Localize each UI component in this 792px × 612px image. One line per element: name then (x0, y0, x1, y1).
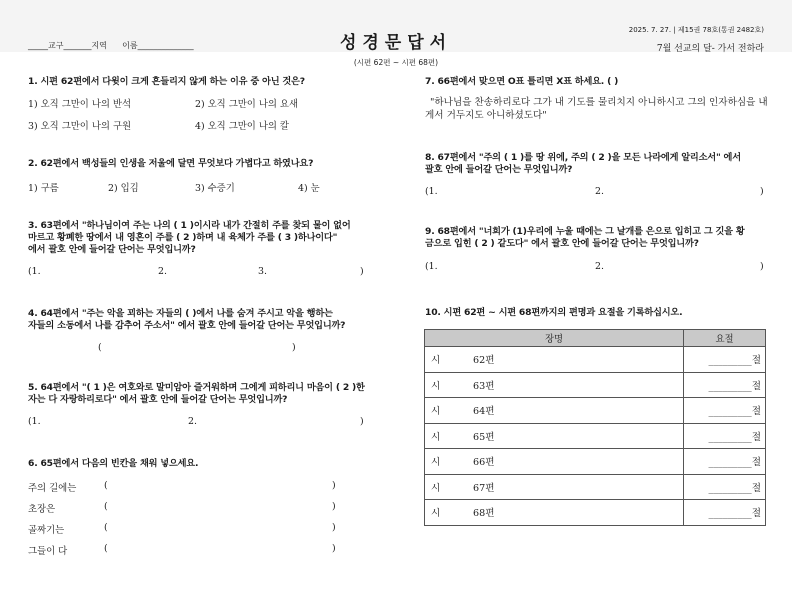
q6-row-close-2: ) (332, 501, 336, 512)
q6-row-label-2: 초장은 (28, 504, 56, 515)
book-label: 시 (431, 380, 441, 392)
chapter-cell (425, 398, 684, 424)
chapter-label: 65편 (473, 431, 495, 443)
q8-answer-close: ) (760, 186, 764, 197)
page-title: 성경문답서 (339, 33, 453, 53)
chapter-cell (425, 449, 684, 475)
question-3-line-2: 마르고 황폐한 땅에서 내 영혼이 주를 ( 2 )하며 내 육체가 주를 ( 3 )하나이다" (28, 232, 338, 243)
monthly-theme: 7월 선교의 달- 가서 전하라 (656, 44, 764, 54)
question-9-line-2: 금으로 입힌 ( 2 ) 같도다" 에서 괄호 안에 들어갈 단어는 무엇입니까? (425, 238, 699, 249)
question-6-title: 6. 65편에서 다음의 빈칸을 채워 넣으세요. (28, 458, 199, 469)
chapter-cell (425, 372, 684, 398)
question-5-line-2: 자는 다 자랑하리로다" 에서 괄호 안에 들어갈 단어는 무엇입니까? (28, 394, 288, 405)
question-1-title: 1. 시편 62편에서 다윗이 크게 흔들리지 않게 하는 이유 중 아닌 것은? (28, 76, 305, 87)
q6-row-open-4[interactable]: ( (104, 543, 108, 554)
scripture-range: (시편 62편 ~ 시편 68편) (353, 58, 439, 67)
q9-answer-2[interactable]: 2. (595, 261, 604, 272)
q3-answer-2[interactable]: 2. (158, 266, 167, 277)
table-row (425, 474, 766, 500)
verse-blank[interactable]: _________절 (684, 449, 766, 475)
chapter-cell (425, 474, 684, 500)
q1-option-4[interactable]: 4) 오직 그만이 나의 칼 (195, 121, 289, 132)
q3-answer-3[interactable]: 3. (258, 266, 267, 277)
verse-blank[interactable]: _________절 (684, 398, 766, 424)
book-label: 시 (431, 431, 441, 443)
q1-option-3[interactable]: 3) 오직 그만이 나의 구원 (28, 121, 132, 132)
q1-option-2[interactable]: 2) 오직 그만이 나의 요새 (195, 99, 299, 110)
q4-answer-close: ) (292, 342, 296, 353)
table-row (425, 398, 766, 424)
question-7-statement-2: 게서 거두지도 아니하셨도다" (425, 110, 547, 121)
chapter-label: 67편 (473, 482, 495, 494)
q8-answer-2[interactable]: 2. (595, 186, 604, 197)
book-label: 시 (431, 457, 441, 469)
q2-option-3[interactable]: 3) 수증기 (195, 183, 235, 194)
q5-answer-2[interactable]: 2. (188, 416, 197, 427)
verse-table (424, 329, 766, 526)
question-4-line-2: 자들의 소동에서 나를 감추어 주소서" 에서 괄호 안에 들어갈 단어는 무엇입니까? (28, 320, 346, 331)
q6-row-close-4: ) (332, 543, 336, 554)
question-10-title: 10. 시편 62편 ~ 시편 68편까지의 편명과 요절을 기록하십시오. (425, 307, 683, 318)
verse-blank[interactable]: _________절 (684, 423, 766, 449)
column-header-chapter: 장명 (425, 330, 684, 347)
q6-row-close-1: ) (332, 480, 336, 491)
column-header-verse: 요절 (684, 330, 766, 347)
q6-row-open-2[interactable]: ( (104, 501, 108, 512)
q6-row-label-3: 골짜기는 (28, 525, 65, 536)
q6-row-label-1: 주의 길에는 (28, 483, 77, 494)
verse-blank[interactable]: _________절 (684, 474, 766, 500)
q9-answer-1[interactable]: (1. (425, 261, 438, 272)
chapter-label: 64편 (473, 406, 495, 418)
book-label: 시 (431, 508, 441, 520)
chapter-cell (425, 423, 684, 449)
question-9-line-1: 9. 68편에서 "너희가 (1)우리에 누울 때에는 그 날개를 은으로 입히고 그 깃을 황 (425, 226, 745, 237)
q9-answer-close: ) (760, 261, 764, 272)
question-2-title: 2. 62편에서 백성들의 인생을 저울에 달면 무엇보다 가볍다고 하였나요? (28, 158, 314, 169)
chapter-label: 62편 (473, 355, 495, 367)
q4-answer-open[interactable]: ( (98, 342, 102, 353)
question-8-line-2: 괄호 안에 들어갈 단어는 무엇입니까? (425, 164, 573, 175)
table-row (425, 423, 766, 449)
chapter-label: 66편 (473, 457, 495, 469)
q6-row-open-3[interactable]: ( (104, 522, 108, 533)
q6-row-label-4: 그들이 다 (28, 546, 68, 557)
q6-row-open-1[interactable]: ( (104, 480, 108, 491)
q2-option-1[interactable]: 1) 구름 (28, 183, 59, 194)
verse-blank[interactable]: _________절 (684, 500, 766, 526)
q3-answer-1[interactable]: (1. (28, 266, 41, 277)
verse-blank[interactable]: _________절 (684, 372, 766, 398)
chapter-label: 63편 (473, 380, 495, 392)
chapter-label: 68편 (473, 508, 495, 520)
book-label: 시 (431, 355, 441, 367)
q1-option-1[interactable]: 1) 오직 그만이 나의 반석 (28, 99, 132, 110)
name-fields[interactable]: _____교구_______지역 이름______________ (28, 41, 194, 50)
q3-answer-close: ) (360, 266, 364, 277)
q5-answer-close: ) (360, 416, 364, 427)
verse-table-header (425, 330, 766, 347)
issue-info: 2025. 7. 27. | 제15권 78호(통권 2482호) (628, 26, 764, 34)
question-3-line-1: 3. 63편에서 "하나님이여 주는 나의 ( 1 )이시라 내가 간절히 주를 찾되 물이 없어 (28, 220, 351, 231)
q2-option-4[interactable]: 4) 눈 (298, 183, 320, 194)
q6-row-close-3: ) (332, 522, 336, 533)
q8-answer-1[interactable]: (1. (425, 186, 438, 197)
table-row (425, 347, 766, 373)
chapter-cell (425, 500, 684, 526)
table-row (425, 449, 766, 475)
verse-blank[interactable]: _________절 (684, 347, 766, 373)
question-5-line-1: 5. 64편에서 "( 1 )은 여호와로 말미암아 즐거워하며 그에게 피하리니 마음이 ( 2 )한 (28, 382, 365, 393)
question-3-line-3: 에서 괄호 안에 들어갈 단어는 무엇입니까? (28, 244, 196, 255)
question-7-title: 7. 66편에서 맞으면 O표 틀리면 X표 하세요. ( ) (425, 76, 619, 87)
book-label: 시 (431, 482, 441, 494)
question-7-statement-1: "하나님을 찬송하리로다 그가 내 기도를 물리치지 아니하시고 그의 인자하심을 내 (430, 97, 768, 108)
q5-answer-1[interactable]: (1. (28, 416, 41, 427)
question-8-line-1: 8. 67편에서 "주의 ( 1 )를 땅 위에, 주의 ( 2 )을 모든 나라에게 알리소서" 에서 (425, 152, 741, 163)
table-row (425, 372, 766, 398)
question-4-line-1: 4. 64편에서 "주는 악을 꾀하는 자들의 ( )에서 나를 숨겨 주시고 악을 행하는 (28, 308, 333, 319)
table-row (425, 500, 766, 526)
chapter-cell (425, 347, 684, 373)
q2-option-2[interactable]: 2) 입김 (108, 183, 139, 194)
book-label: 시 (431, 406, 441, 418)
